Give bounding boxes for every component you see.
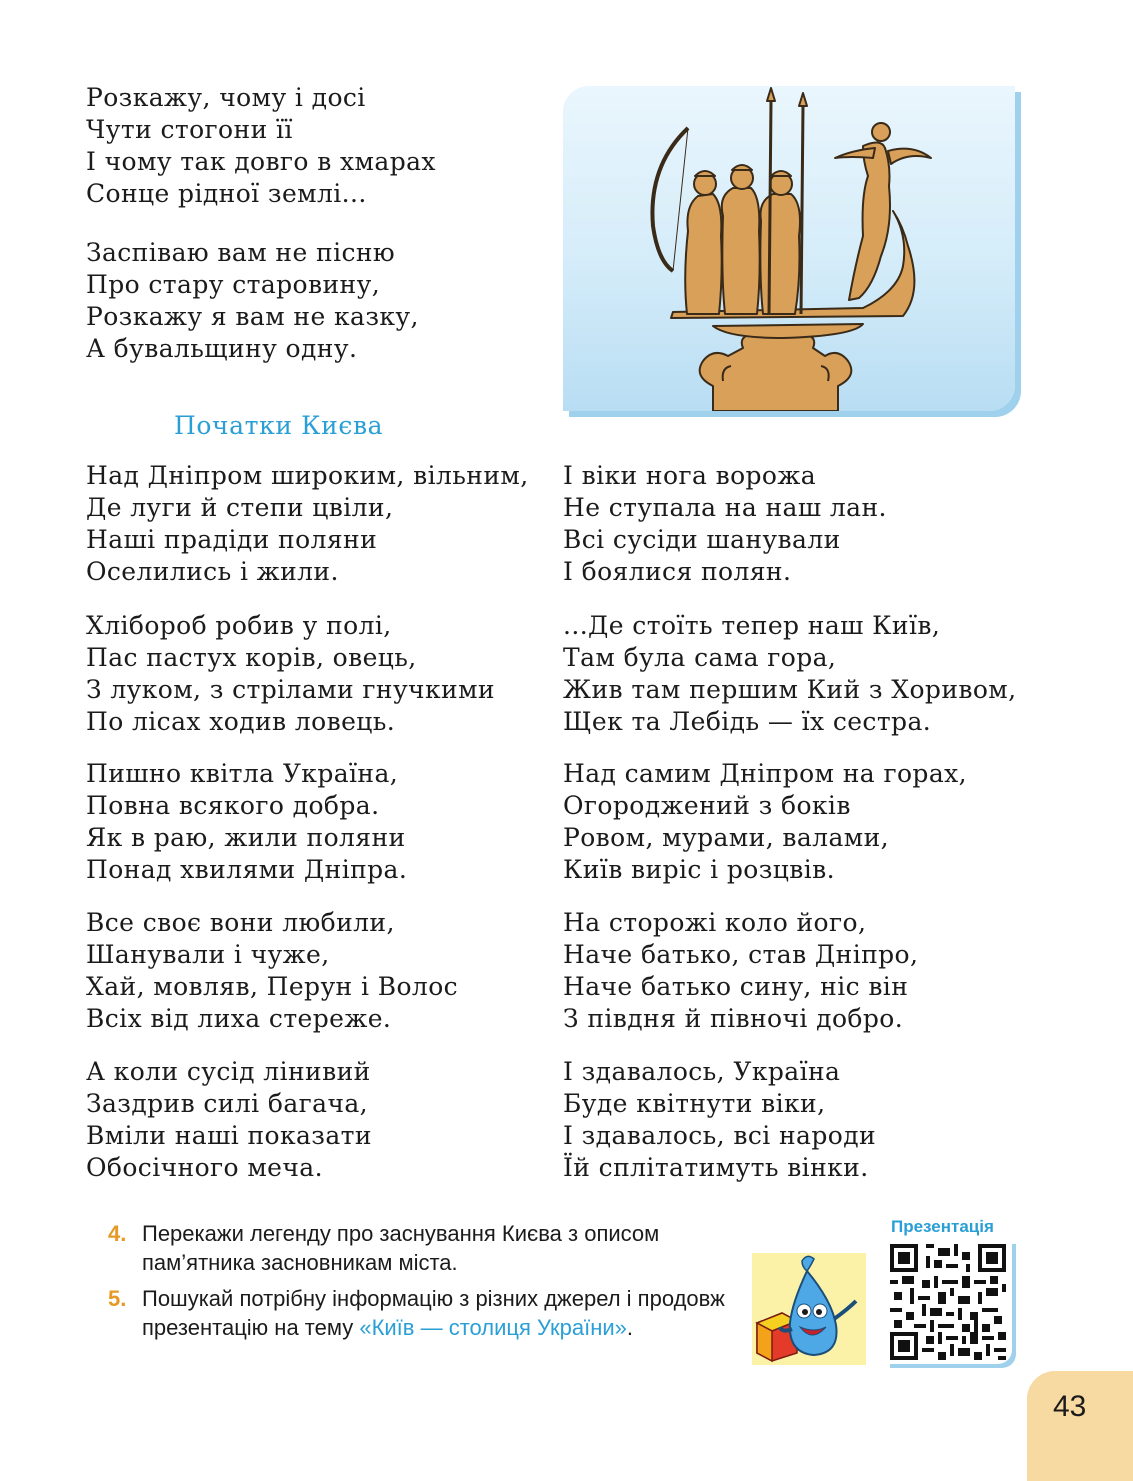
verse-line: Над Дніпром широким, вільним, bbox=[86, 461, 529, 490]
verse-line: З півдня й півночі добро. bbox=[563, 1004, 904, 1033]
task-number: 4. bbox=[108, 1221, 127, 1246]
intro-stanza-1 bbox=[86, 82, 436, 210]
right-stanza-1 bbox=[563, 460, 887, 588]
verse-line: Де луги й степи цвіли, bbox=[86, 493, 394, 522]
left-stanza-2 bbox=[86, 610, 495, 738]
intro-stanza-2 bbox=[86, 237, 419, 365]
verse-line: Заспіваю вам не пісню bbox=[86, 238, 396, 267]
task-text-part: Пошукай потрібну інформацію з різних джерел і продовж презентацію на тему bbox=[142, 1286, 725, 1340]
verse-line: Понад хвилями Дніпра. bbox=[86, 855, 408, 884]
verse-line: Пишно квітла Україна, bbox=[86, 759, 399, 788]
verse-line: Хлібороб робив у полі, bbox=[86, 611, 392, 640]
verse-line: І здавалось, Україна bbox=[563, 1057, 841, 1086]
verse-line: На сторожі коло його, bbox=[563, 908, 867, 937]
verse-line: Про стару старовину, bbox=[86, 270, 381, 299]
presentation-topic-link[interactable]: «Київ — столиця України» bbox=[359, 1315, 627, 1340]
verse-line: Над самим Дніпром на горах, bbox=[563, 759, 967, 788]
monument-drawing bbox=[563, 86, 1015, 411]
verse-line: А коли сусід лінивий bbox=[86, 1057, 371, 1086]
verse-line: Огороджений з боків bbox=[563, 791, 851, 820]
verse-line: Обосічного меча. bbox=[86, 1153, 323, 1182]
verse-line: Всіх від лиха стереже. bbox=[86, 1004, 392, 1033]
verse-line: Наче батько сину, ніс він bbox=[563, 972, 909, 1001]
right-stanza-5 bbox=[563, 1056, 876, 1184]
verse-line: Як в раю, жили поляни bbox=[86, 823, 406, 852]
presentation-qr-code[interactable] bbox=[886, 1240, 1012, 1364]
verse-line: Вміли наші показати bbox=[86, 1121, 372, 1150]
verse-line: Шанували і чуже, bbox=[86, 940, 330, 969]
verse-line: А бувальщину одну. bbox=[86, 334, 358, 363]
task-5 bbox=[108, 1284, 733, 1342]
verse-line: Все своє вони любили, bbox=[86, 908, 395, 937]
left-stanza-5 bbox=[86, 1056, 372, 1184]
left-stanza-1 bbox=[86, 460, 529, 588]
droplet-mascot-image bbox=[752, 1253, 866, 1365]
verse-line: Буде квітнути віки, bbox=[563, 1089, 826, 1118]
verse-line: Чути стогони її bbox=[86, 115, 293, 144]
verse-line: Повна всякого добра. bbox=[86, 791, 380, 820]
verse-line: З луком, з стрілами гнучкими bbox=[86, 675, 495, 704]
verse-line: Щек та Лебідь — їх сестра. bbox=[563, 707, 932, 736]
left-stanza-4 bbox=[86, 907, 458, 1035]
verse-line: Наші прадіди поляни bbox=[86, 525, 378, 554]
task-4 bbox=[108, 1219, 733, 1277]
right-stanza-2 bbox=[563, 610, 1017, 738]
verse-line: Розкажу, чому і досі bbox=[86, 83, 366, 112]
verse-line: Київ виріс і розцвів. bbox=[563, 855, 835, 884]
droplet-mascot-icon bbox=[752, 1253, 866, 1365]
verse-line: Заздрив силі багача, bbox=[86, 1089, 369, 1118]
verse-line: По лісах ходив ловець. bbox=[86, 707, 396, 736]
verse-line: Розкажу я вам не казку, bbox=[86, 302, 419, 331]
verse-line: Всі сусіди шанували bbox=[563, 525, 841, 554]
verse-line: І боялися полян. bbox=[563, 557, 792, 586]
verse-line: Наче батько, став Дніпро, bbox=[563, 940, 919, 969]
qr-code-icon bbox=[890, 1244, 1006, 1360]
verse-line: Не ступала на наш лан. bbox=[563, 493, 887, 522]
section-title: Початки Києва bbox=[174, 411, 384, 440]
right-stanza-3 bbox=[563, 758, 967, 886]
verse-line: Жив там першим Кий з Хоривом, bbox=[563, 675, 1017, 704]
verse-line: ...Де стоїть тепер наш Київ, bbox=[563, 611, 941, 640]
left-stanza-3 bbox=[86, 758, 407, 886]
founders-monument-illustration bbox=[563, 86, 1015, 411]
verse-line: Ровом, мурами, валами, bbox=[563, 823, 890, 852]
verse-line: Там була сама гора, bbox=[563, 643, 837, 672]
task-text-part: . bbox=[626, 1315, 634, 1340]
verse-line: Сонце рідної землі... bbox=[86, 179, 367, 208]
verse-line: І віки нога ворожа bbox=[563, 461, 817, 490]
task-text: Перекажи легенду про заснування Києва з описом пам’ятника засновникам міста. bbox=[142, 1221, 660, 1275]
verse-line: І чому так довго в хмарах bbox=[86, 147, 436, 176]
verse-line: Оселились і жили. bbox=[86, 557, 339, 586]
verse-line: Їй сплітатимуть вінки. bbox=[563, 1153, 869, 1182]
verse-line: Пас пастух корів, овець, bbox=[86, 643, 417, 672]
presentation-label: Презентація bbox=[891, 1217, 994, 1236]
right-stanza-4 bbox=[563, 907, 918, 1035]
page-number: 43 bbox=[1053, 1390, 1087, 1423]
verse-line: І здавалось, всі народи bbox=[563, 1121, 877, 1150]
task-text bbox=[142, 1284, 733, 1342]
verse-line: Хай, мовляв, Перун і Волос bbox=[86, 972, 459, 1001]
task-number: 5. bbox=[108, 1286, 127, 1311]
page-number-tab bbox=[1027, 1371, 1133, 1481]
